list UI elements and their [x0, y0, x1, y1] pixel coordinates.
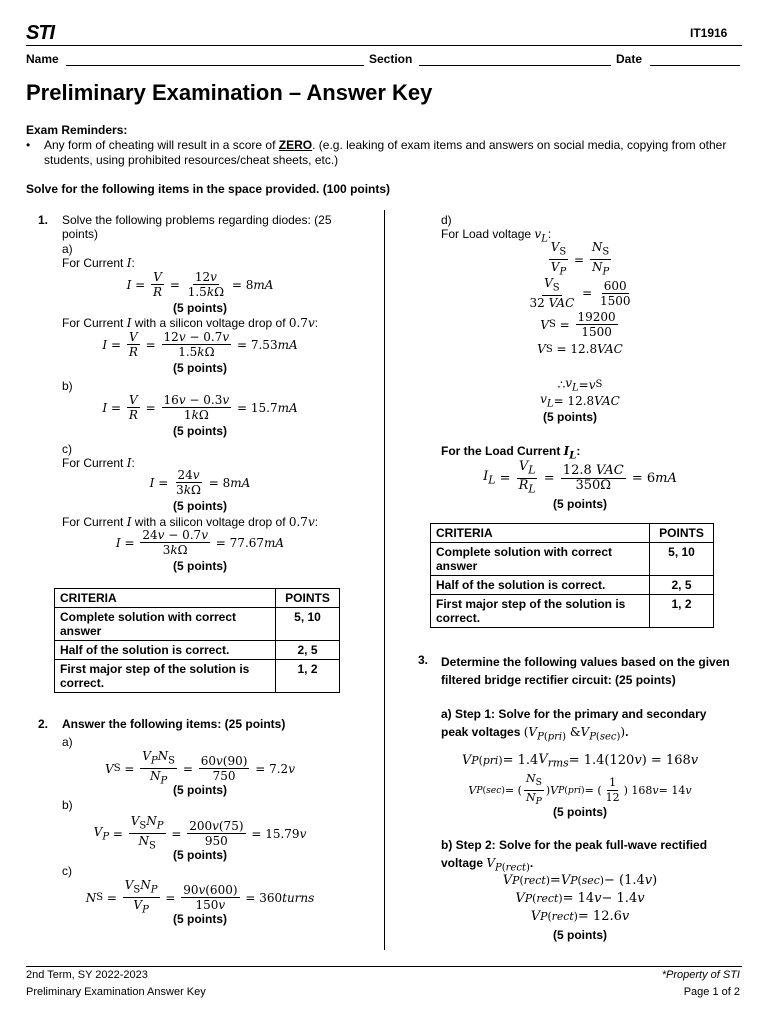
q3-step2: b) Step 2: Solve for the peak full-wave rectified voltage $V_{P(rect)}$.	[441, 838, 708, 874]
q2-number: 2.	[38, 717, 49, 731]
q3-step1: a) Step 1: Solve for the primary and secondary peak voltages ($V_{P(pri)}$ $\&V_{P(sec)}$).	[441, 707, 707, 743]
name-label: Name	[26, 52, 59, 66]
column-divider	[384, 210, 385, 950]
section-field[interactable]	[419, 65, 611, 66]
q1-a-label: a)	[62, 242, 73, 256]
q1d-eq2: $\frac{V_S}{\text{32 VAC}}$ = $\frac{600}{1500}$	[529, 276, 631, 311]
date-field[interactable]	[650, 65, 740, 66]
q1d-eq3: V S = $\frac{19200}{1500}$	[540, 310, 616, 339]
q2-b-eq: $V_P$ = $\frac{V_SN_P}{N_S}$ = $\frac{200v(75)}{950}$ = 15.79 v	[93, 814, 307, 852]
q1-c-eq2: I = $\frac{24v - 0.7v}{3k\Omega}$ = 77.67 mA	[115, 528, 285, 557]
q3-text: Determine the following values based on the given filtered bridge rectifier circuit: (25 points)	[441, 655, 730, 687]
q1d-load-voltage: For Load voltage $v_L$:	[441, 227, 552, 245]
criteria-table-right	[430, 523, 714, 628]
q2-a-eq: V S = $\frac{V_PN_S}{N_P}$ = $\frac{60v(90)}{750}$ = 7.2 v	[105, 749, 295, 787]
reminder-bullet: • Any form of cheating will result in a score of ZERO. (e.g. leaking of exam items and answers on social media, copying from other students, using prohibited resources/cheat sheets, etc.)	[26, 138, 727, 167]
q1-c-current: For Current I:	[62, 456, 135, 470]
q1-number: 1.	[38, 213, 49, 227]
page-title: Preliminary Examination – Answer Key	[26, 80, 433, 105]
header-rule	[26, 45, 742, 46]
table-row: First major step of the solution is correct. 1, 2	[55, 660, 340, 693]
criteria-header: CRITERIA	[431, 524, 650, 543]
course-code: IT1916	[690, 26, 728, 40]
q1-a-points: (5 points)	[173, 301, 227, 315]
q2-b-points: (5 points)	[173, 848, 227, 862]
q1d-eq7: $I_L$ = $\frac{V_L}{R_L}$ = $\frac{\text{12.8 VAC}}{350\Omega}$ = 6 mA	[483, 459, 677, 496]
footer-property: *Property of STI	[661, 969, 740, 981]
table-row: Half of the solution is correct. 2, 5	[431, 576, 714, 595]
zero-text: ZERO	[278, 138, 313, 152]
q2-c-label: c)	[62, 864, 72, 878]
q2-c-points: (5 points)	[173, 912, 227, 926]
criteria-header: CRITERIA	[55, 589, 276, 608]
criteria-table-left	[54, 588, 340, 693]
table-row: Half of the solution is correct. 2, 5	[55, 641, 340, 660]
q1-a-current: For Current I:	[62, 256, 135, 270]
reminder-text: Any form of cheating will result in a score of	[44, 138, 279, 152]
q2-c-eq: N S = $\frac{V_SN_P}{V_P}$ = $\frac{90v(600)}{150v}$ = 360 turns	[85, 878, 315, 916]
q1-b-points: (5 points)	[173, 424, 227, 438]
table-row: Complete solution with correct answer 5, 10	[55, 608, 340, 641]
reminders-heading: Exam Reminders:	[26, 123, 128, 137]
reminder-text-end: . (e.g. leaking of exam items and answers on social media, copying from other students, using prohibited resources/cheat sheets, etc.)	[44, 138, 727, 167]
q1d-load-current: For the Load Current $I_L$:	[441, 444, 581, 462]
q1-a-eq2: I = $\frac{V}{R}$ = $\frac{12v - 0.7v}{1.5k\Omega}$ = 7.53 mA	[102, 330, 298, 359]
sti-logo: STI	[26, 22, 55, 44]
q1-c-si: For Current I with a silicon voltage drop of 0.7v:	[62, 515, 319, 529]
q2-b-label: b)	[62, 798, 73, 812]
q3-eq2: V P(sec) = ( $\frac{N_S}{N_P}$ ) V P(pri) = ( $\frac{1}{12}$ ) 168 v = 14 v	[468, 772, 692, 808]
footer-doc: Preliminary Examination Answer Key	[26, 986, 206, 998]
q3-number: 3.	[418, 653, 429, 667]
q1d-label: d)	[441, 213, 452, 227]
q3-eq5: V P(rect) = 12.6 v	[530, 909, 630, 924]
q2-a-points: (5 points)	[173, 783, 227, 797]
footer-term: 2nd Term, SY 2022-2023	[26, 969, 148, 981]
q1-c-eq1: I = $\frac{24v}{3k\Omega}$ = 8 mA	[149, 468, 251, 497]
name-field[interactable]	[66, 65, 364, 66]
section-label: Section	[369, 52, 413, 66]
q1-a-eq1: I = $\frac{V}{R}$ = $\frac{12v}{1.5k\Omega}$ = 8 mA	[126, 270, 274, 299]
table-row: Complete solution with correct answer 5, 10	[431, 543, 714, 576]
points-header: POINTS	[650, 524, 714, 543]
q1-text: Solve the following problems regarding diodes: (25 points)	[62, 213, 332, 241]
points-header: POINTS	[276, 589, 340, 608]
q1-b-eq: I = $\frac{V}{R}$ = $\frac{16v - 0.3v}{1k\Omega}$ = 15.7 mA	[102, 393, 298, 422]
q1-a-points2: (5 points)	[173, 361, 227, 375]
q3-eq4: V P(rect) = 14 v − 1.4 v	[515, 891, 645, 906]
q3-eq1: V P(pri) = 1.4 $V_{rms}$ = 1.4(120 v ) = 168 v	[461, 752, 699, 770]
q1-a-si: For Current I with a silicon voltage drop of 0.7v:	[62, 316, 319, 330]
q3-points1: (5 points)	[553, 805, 607, 819]
footer-page: Page 1 of 2	[683, 986, 740, 998]
table-row: First major step of the solution is correct. 1, 2	[431, 595, 714, 628]
q2-text: Answer the following items: (25 points)	[62, 717, 286, 731]
q1-b-label: b)	[62, 379, 73, 393]
q1-c-points: (5 points)	[173, 499, 227, 513]
q3-points2: (5 points)	[553, 928, 607, 942]
q1d-eq5: ∴ $v_L$ = v S	[557, 376, 603, 394]
q1d-points1: (5 points)	[543, 410, 597, 424]
q1d-eq1: $\frac{V_S}{V_P}$ = $\frac{N_S}{N_P}$	[550, 240, 610, 278]
q1d-eq4: V S = 12.8 VAC	[537, 342, 623, 356]
q2-a-label: a)	[62, 735, 73, 749]
q1d-eq6: $v_L$ = 12.8 VAC	[540, 392, 620, 410]
instructions: Solve for the following items in the space provided. (100 points)	[26, 182, 391, 196]
date-label: Date	[616, 52, 643, 66]
footer-rule	[26, 966, 742, 967]
q3-eq3: V P(rect) = V P(sec) − (1.4 v )	[502, 873, 658, 888]
q1-c-label: c)	[62, 442, 72, 456]
q1d-points2: (5 points)	[553, 497, 607, 511]
q1-c-points2: (5 points)	[173, 559, 227, 573]
